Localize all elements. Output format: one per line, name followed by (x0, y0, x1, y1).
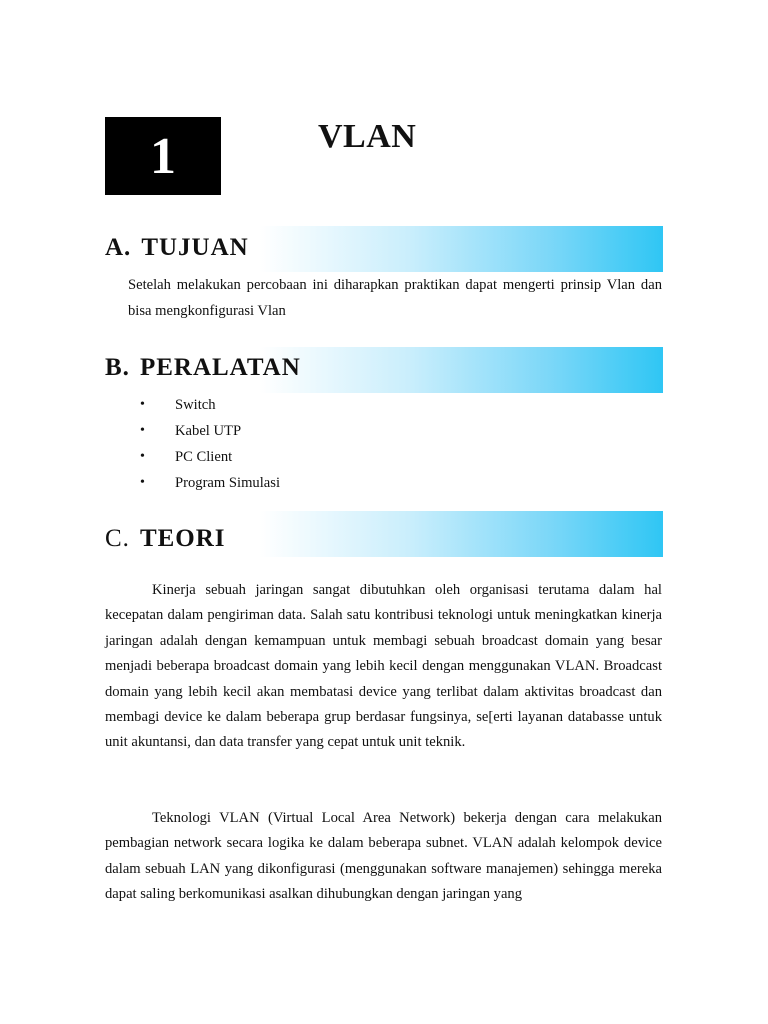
chapter-number: 1 (150, 127, 176, 185)
list-item (140, 418, 280, 444)
list-item-text: PC Client (175, 449, 233, 465)
list-item-text: Kabel UTP (175, 423, 242, 439)
list-item-text: Switch (175, 397, 216, 413)
bullet-icon: • (140, 397, 145, 412)
bullet-icon: • (140, 449, 145, 464)
chapter-number-box (105, 117, 221, 195)
section-c-heading (105, 525, 226, 553)
section-c-title: TEORI (139, 525, 226, 552)
list-item (140, 392, 280, 418)
list-item-text: Program Simulasi (175, 475, 280, 491)
tujuan-text: Setelah melakukan percobaan ini diharapkan praktikan dapat mengerti prinsip Vlan dan bisa mengkonfigurasi Vlan (128, 277, 662, 319)
section-b-letter: B. (105, 354, 130, 381)
peralatan-list (140, 392, 280, 496)
bullet-icon: • (140, 423, 145, 438)
teori-paragraph-2: Teknologi VLAN (Virtual Local Area Network) bekerja dengan cara melakukan pembagian network secara logika ke dalam beberapa subnet. VLAN adalah kelompok device dalam sebuah LAN yang dikonfigurasi (menggunakan software manajemen) sehingga mereka dapat saling berkomunikasi asalkan dihubungkan dengan jaringan yang (105, 810, 662, 903)
list-item (140, 470, 280, 496)
list-item (140, 444, 280, 470)
section-c-letter: C. (105, 525, 130, 552)
section-a-letter: A. (105, 234, 132, 261)
section-a-heading (105, 234, 249, 262)
teori-paragraph-1: Kinerja sebuah jaringan sangat dibutuhkan oleh organisasi terutama dalam hal kecepatan dalam pengiriman data. Salah satu kontribusi teknologi untuk meningkatkan kinerja jaringan adalah dengan kemampuan untuk membagi sebuah broadcast domain yang besar menjadi beberapa broadcast domain yang lebih kecil dengan menggunakan VLAN. Broadcast domain yang lebih kecil akan membatasi device yang terlibat dalam aktivitas broadcast dan membagi device ke dalam beberapa grup berdasar fungsinya, se[erti layanan databasse untuk unit akuntansi, dan data transfer yang cepat untuk unit teknik. (105, 582, 662, 751)
section-b-title: PERALATAN (139, 354, 301, 381)
bullet-icon: • (140, 475, 145, 490)
chapter-title: VLAN (318, 118, 417, 155)
section-b-heading (105, 354, 301, 382)
section-a-title: TUJUAN (141, 234, 249, 261)
